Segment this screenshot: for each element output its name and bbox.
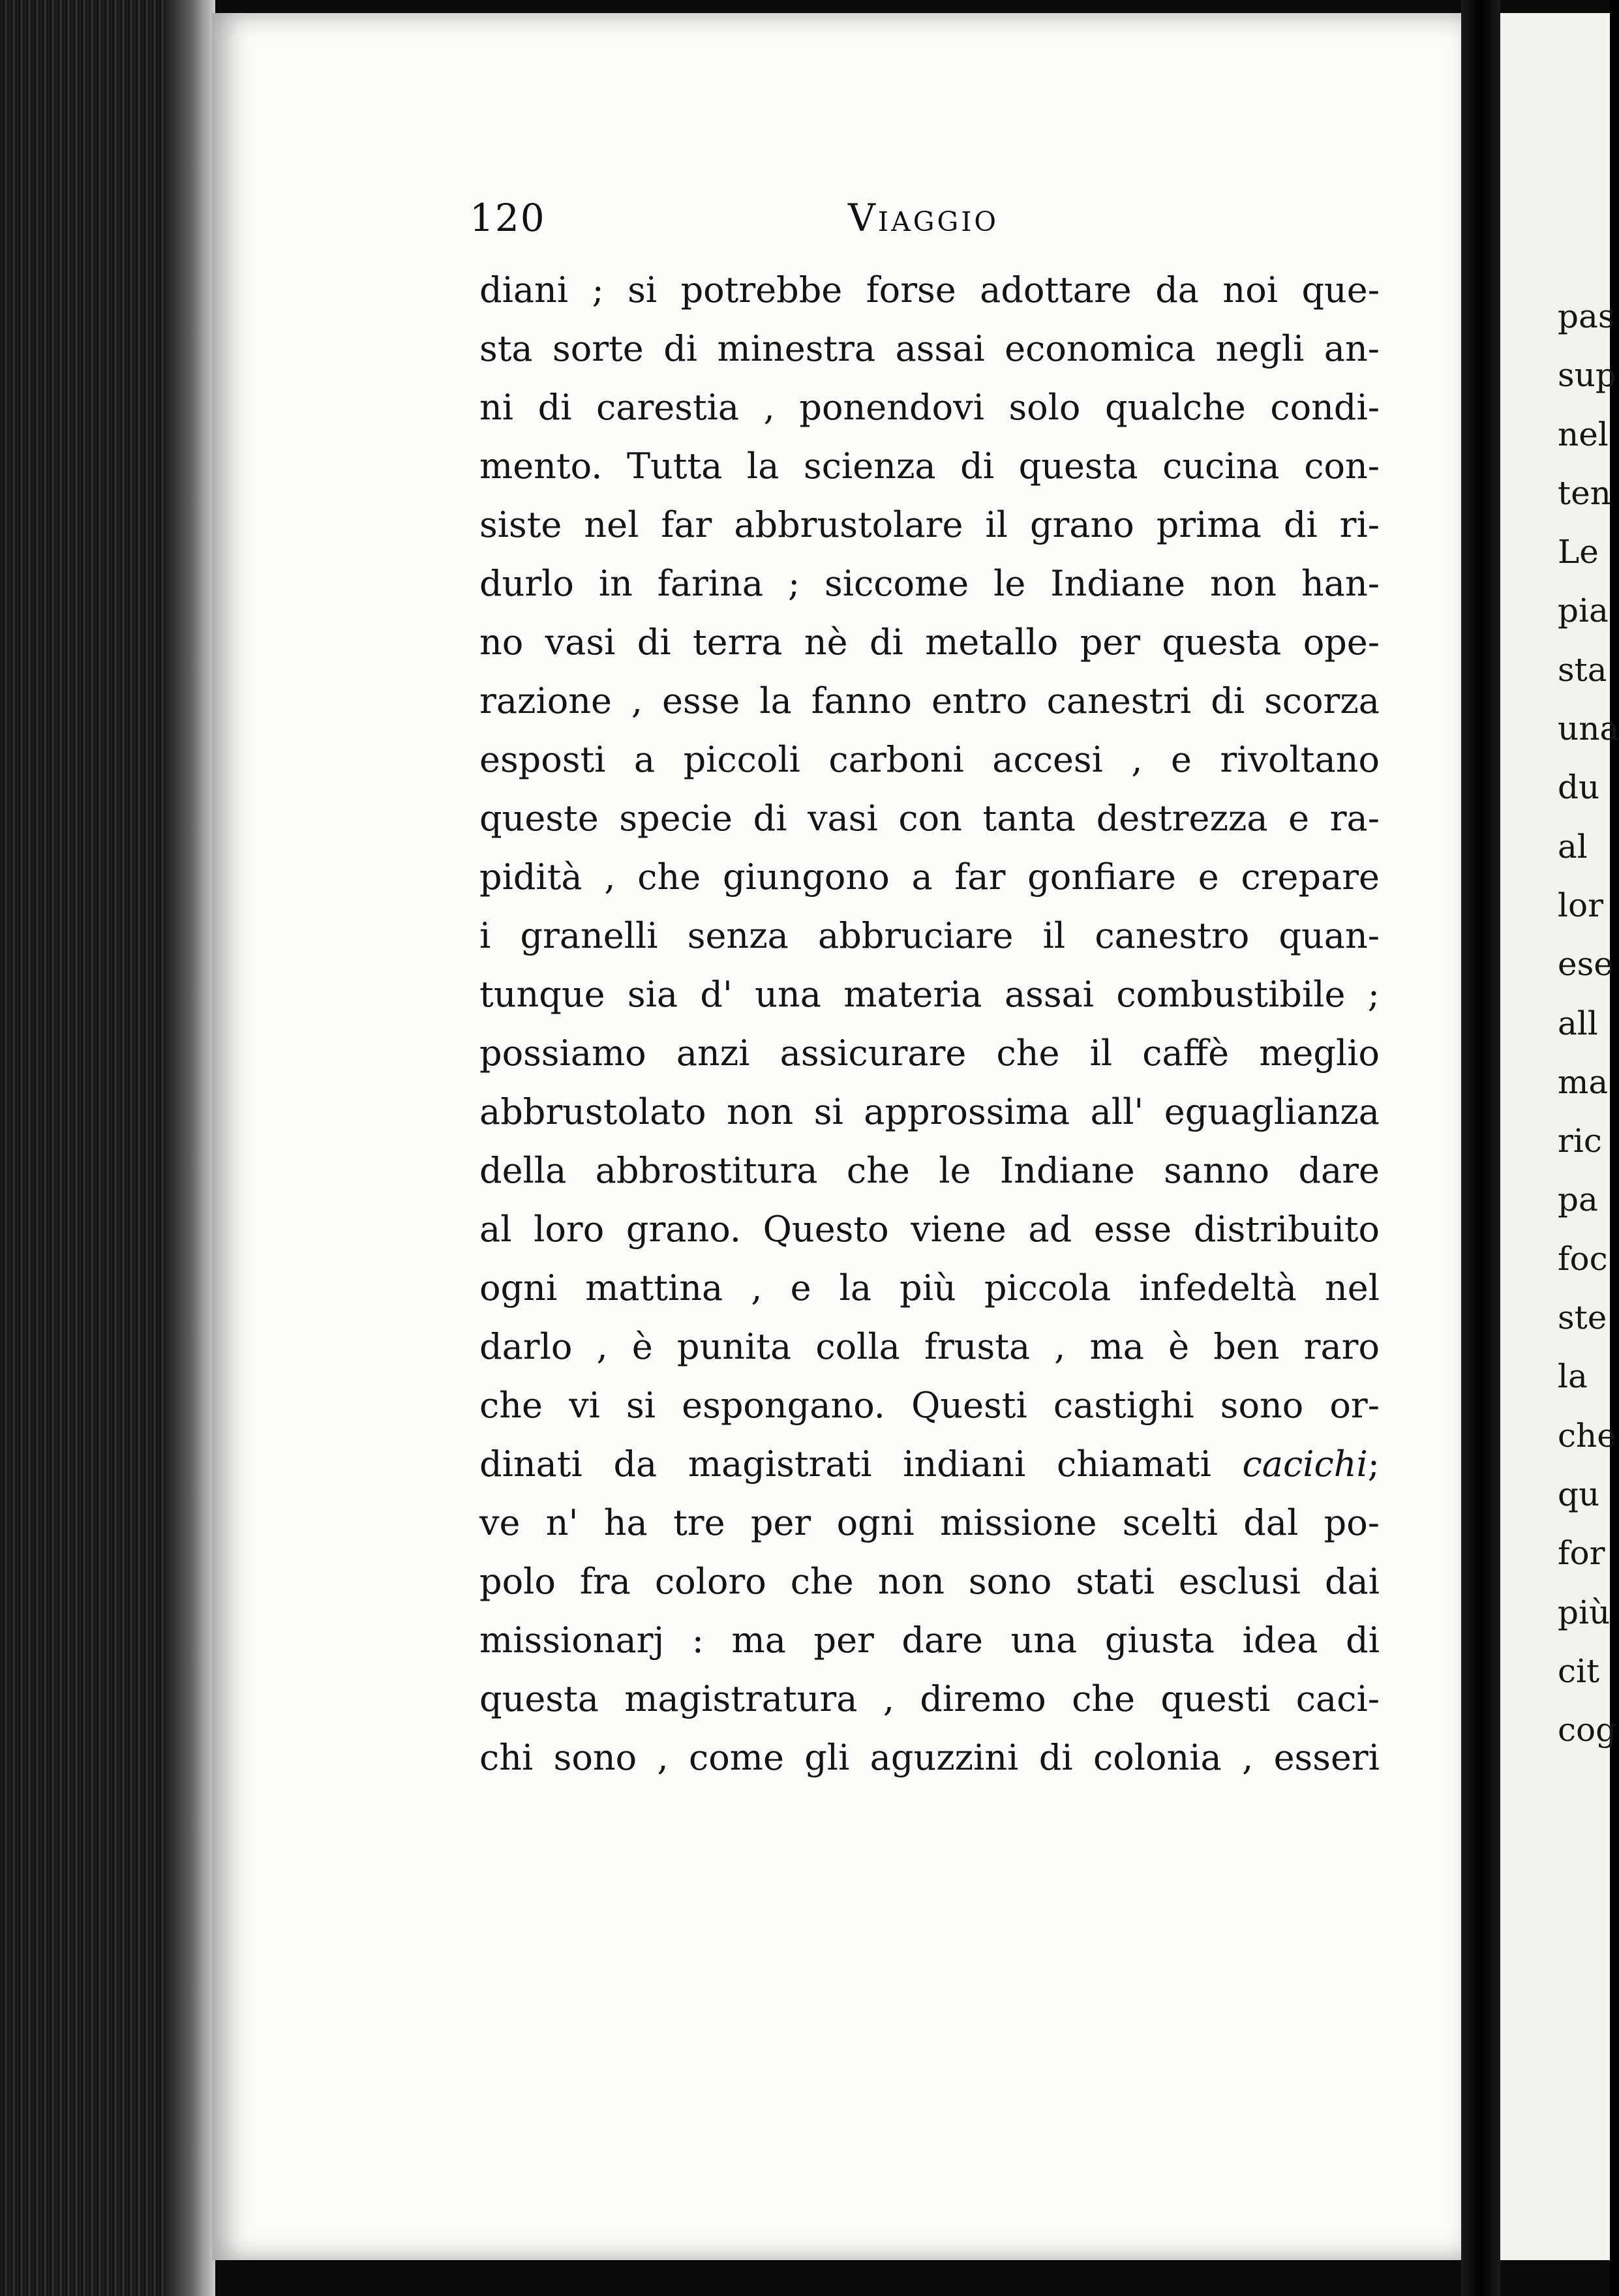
- text-line: siste nel far abbrustolare il grano prima di ri-: [479, 504, 1380, 545]
- text-line: missionarj : ma per dare una giusta idea di: [479, 1620, 1380, 1661]
- facing-line: ese: [1558, 945, 1613, 984]
- text-line-start: dinati da magistrati indiani chiamati: [479, 1443, 1211, 1485]
- text-line: ni di carestia , ponendovi solo qualche condi-: [479, 387, 1380, 428]
- text-line: chi sono , come gli aguzzini di colonia , esseri: [479, 1737, 1380, 1778]
- facing-line: che: [1558, 1416, 1616, 1455]
- page-stack-edge: [163, 0, 215, 2296]
- text-line: durlo in farina ; siccome le Indiane non han-: [479, 563, 1380, 604]
- facing-line: ten: [1558, 474, 1611, 512]
- facing-line: al: [1558, 827, 1588, 866]
- running-title: Viaggio: [848, 196, 999, 240]
- text-line: polo fra coloro che non sono stati esclusi dai: [479, 1561, 1380, 1602]
- facing-line: du: [1558, 768, 1600, 807]
- text-line: al loro grano. Questo viene ad esse distribuito: [479, 1209, 1380, 1250]
- facing-line: nel: [1558, 415, 1609, 453]
- text-line: della abbrostitura che le Indiane sanno dare: [479, 1150, 1380, 1191]
- text-line: darlo , è punita colla frusta , ma è ben raro: [479, 1326, 1380, 1367]
- text-line: tunque sia d' una materia assai combustibile ;: [479, 974, 1380, 1015]
- text-line: esposti a piccoli carboni accesi , e rivoltano: [479, 739, 1380, 780]
- text-line: pidità , che giungono a far gonfiare e crepare: [479, 856, 1380, 898]
- facing-line: sup: [1558, 356, 1616, 395]
- running-head: [470, 196, 1370, 248]
- text-line: queste specie di vasi con tanta destrezza e ra-: [479, 798, 1380, 839]
- text-line: questa magistratura , diremo che questi caci-: [479, 1678, 1380, 1719]
- facing-line: for: [1558, 1534, 1605, 1573]
- facing-line: Le: [1558, 533, 1599, 571]
- facing-line: pa: [1558, 1181, 1598, 1219]
- text-line: ogni mattina , e la più piccola infedeltà nel: [479, 1267, 1380, 1308]
- text-line: sta sorte di minestra assai economica negli an-: [479, 328, 1380, 369]
- facing-line: pia: [1558, 592, 1609, 630]
- facing-line: cog: [1558, 1711, 1617, 1749]
- text-line: i granelli senza abbruciare il canestro quan-: [479, 915, 1380, 956]
- facing-line: foc: [1558, 1239, 1608, 1278]
- facing-line: la: [1558, 1357, 1588, 1396]
- facing-line: una: [1558, 710, 1619, 748]
- text-line: no vasi di terra nè di metallo per questa ope-: [479, 622, 1380, 663]
- facing-line: ma: [1558, 1063, 1609, 1101]
- facing-line: qu: [1558, 1475, 1600, 1513]
- text-line: ve n' ha tre per ogni missione scelti dal po-: [479, 1502, 1380, 1543]
- text-line: abbrustolato non si approssima all' eguaglianza: [479, 1091, 1380, 1132]
- text-line: che vi si espongano. Questi castighi sono or-: [479, 1385, 1380, 1426]
- page-gutter: [1461, 0, 1500, 2296]
- facing-line: pas: [1558, 297, 1615, 335]
- body-text: [479, 261, 1380, 1787]
- punctuation: ;: [1367, 1443, 1380, 1485]
- facing-line: più: [1558, 1593, 1611, 1631]
- page-number: 120: [470, 196, 546, 240]
- text-line: razione , esse la fanno entro canestri di scorza: [479, 680, 1380, 721]
- facing-page: [1500, 13, 1619, 2260]
- facing-line: sta: [1558, 650, 1607, 689]
- facing-line: ric: [1558, 1122, 1602, 1160]
- text-line: possiamo anzi assicurare che il caffè meglio: [479, 1033, 1380, 1074]
- text-line-with-italic: [479, 1435, 1380, 1494]
- text-line: mento. Tutta la scienza di questa cucina con-: [479, 446, 1380, 487]
- italic-term: cacichi: [1242, 1443, 1368, 1485]
- facing-line: lor: [1558, 886, 1603, 924]
- facing-line: cit: [1558, 1652, 1600, 1690]
- facing-line: ste: [1558, 1299, 1607, 1337]
- facing-page-text: [1558, 287, 1619, 1759]
- text-line: diani ; si potrebbe forse adottare da noi que-: [479, 269, 1380, 310]
- facing-line: all: [1558, 1004, 1598, 1042]
